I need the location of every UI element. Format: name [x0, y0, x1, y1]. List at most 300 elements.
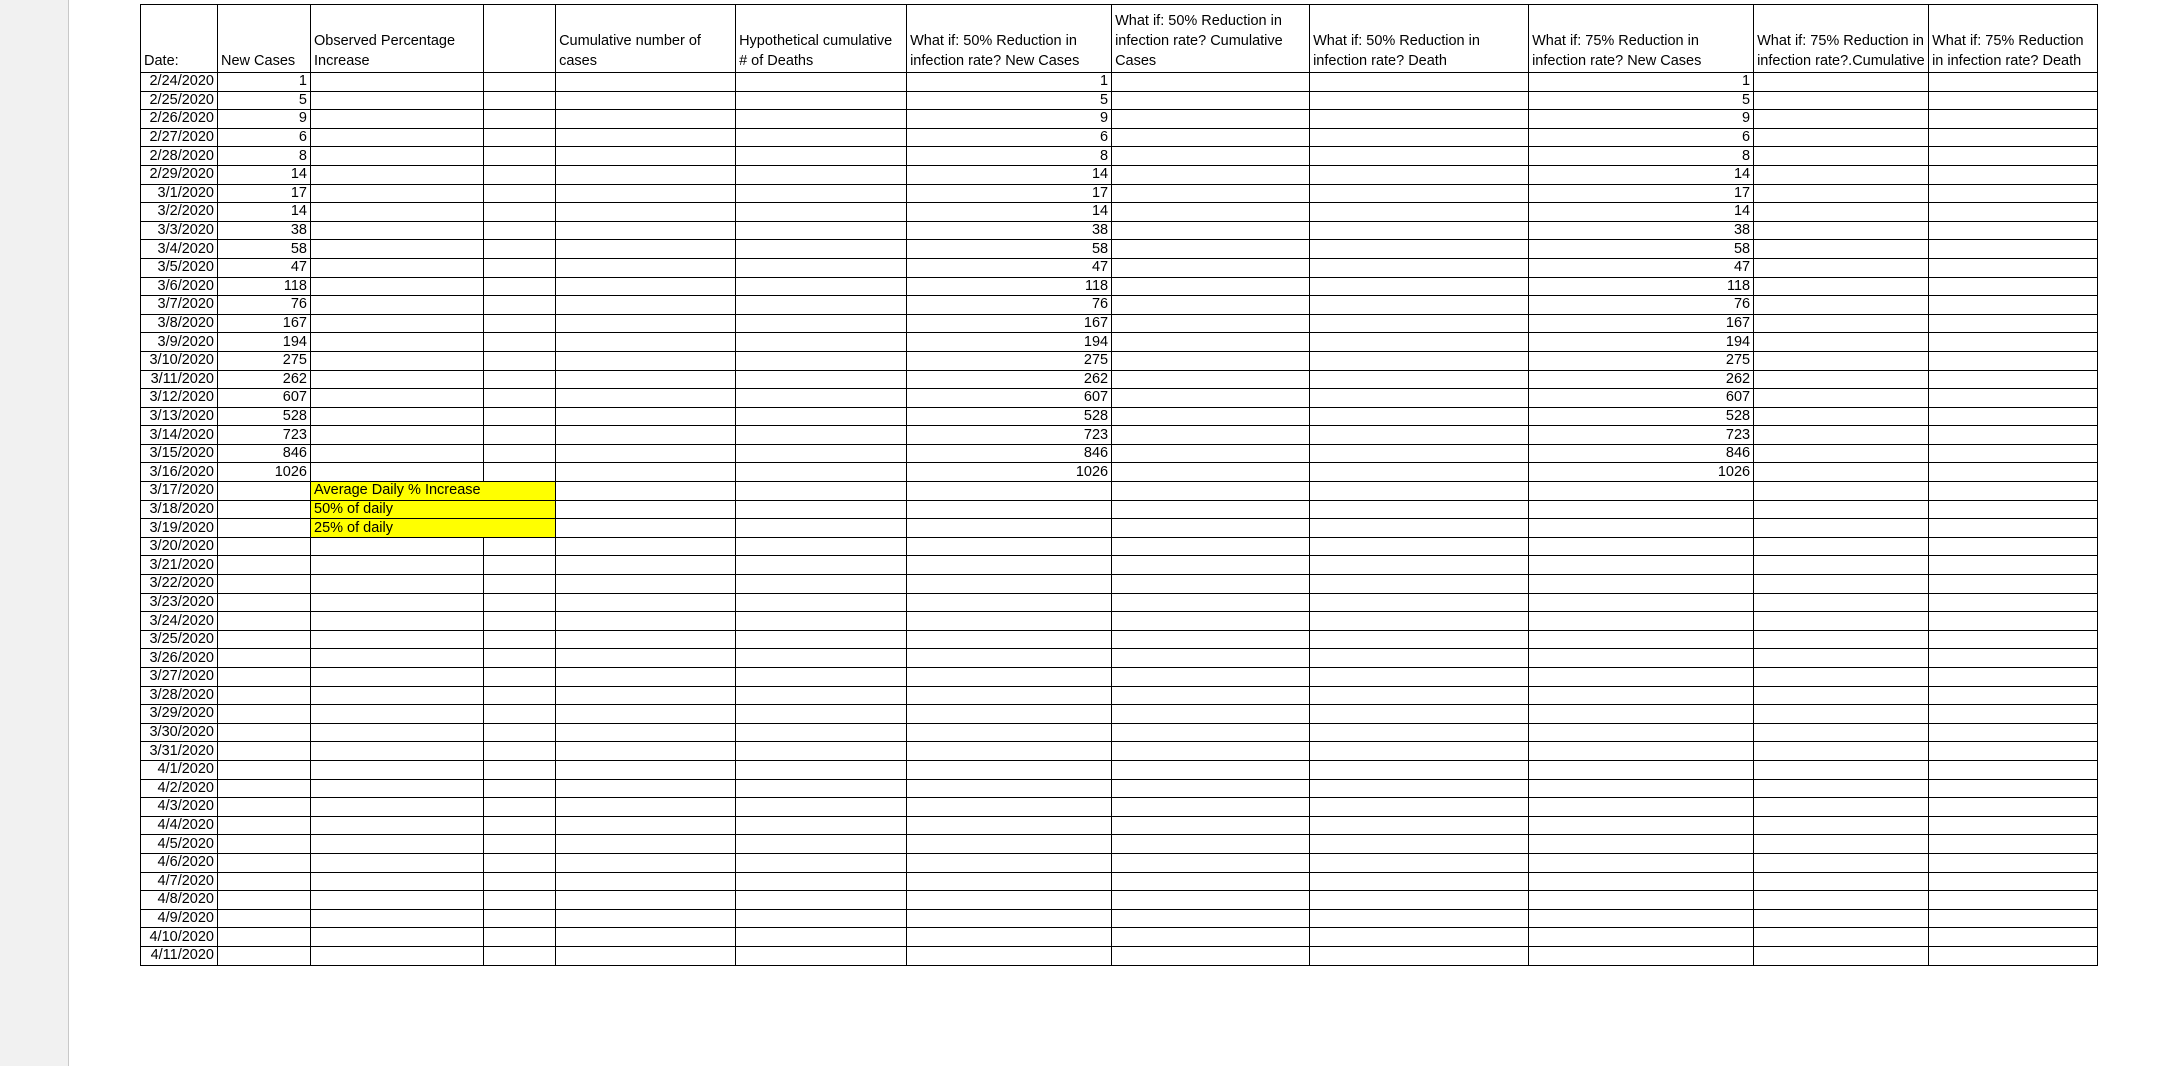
what-if-75-new-cases-cell[interactable]: 167 [1529, 314, 1754, 333]
what-if-50-new-cases-cell[interactable]: 846 [907, 444, 1112, 463]
cell[interactable] [556, 314, 736, 333]
cell[interactable] [1112, 110, 1310, 129]
new-cases-cell[interactable]: 17 [218, 184, 311, 203]
cell[interactable] [1754, 891, 1929, 910]
cell[interactable] [1754, 463, 1929, 482]
cell[interactable] [736, 221, 907, 240]
cell[interactable] [484, 891, 556, 910]
cell[interactable] [484, 91, 556, 110]
what-if-50-new-cases-cell[interactable]: 1 [907, 73, 1112, 92]
cell[interactable] [311, 835, 484, 854]
cell[interactable] [736, 575, 907, 594]
cell[interactable] [907, 649, 1112, 668]
note-cell[interactable]: 50% of daily [311, 500, 484, 519]
cell[interactable] [1929, 519, 2098, 538]
cell[interactable] [556, 482, 736, 501]
cell[interactable] [1754, 853, 1929, 872]
date-cell[interactable]: 2/27/2020 [141, 128, 218, 147]
cell[interactable] [1529, 798, 1754, 817]
cell[interactable] [311, 240, 484, 259]
cell[interactable] [1112, 816, 1310, 835]
cell[interactable] [484, 612, 556, 631]
cell[interactable] [1754, 277, 1929, 296]
cell[interactable] [556, 742, 736, 761]
cell[interactable] [311, 147, 484, 166]
cell[interactable] [484, 593, 556, 612]
cell[interactable] [1929, 760, 2098, 779]
what-if-75-new-cases-cell[interactable]: 76 [1529, 296, 1754, 315]
cell[interactable] [218, 519, 311, 538]
cell[interactable] [1310, 389, 1529, 408]
cell[interactable] [1310, 760, 1529, 779]
cell[interactable] [556, 723, 736, 742]
date-cell[interactable]: 3/4/2020 [141, 240, 218, 259]
cell[interactable] [907, 593, 1112, 612]
what-if-75-new-cases-cell[interactable]: 194 [1529, 333, 1754, 352]
cell[interactable] [556, 928, 736, 947]
cell[interactable] [556, 668, 736, 687]
cell[interactable] [1529, 853, 1754, 872]
cell[interactable] [1112, 240, 1310, 259]
cell[interactable] [1529, 760, 1754, 779]
new-cases-cell[interactable]: 6 [218, 128, 311, 147]
cell[interactable] [556, 612, 736, 631]
cell[interactable] [311, 203, 484, 222]
cell[interactable] [1529, 686, 1754, 705]
cell[interactable] [1310, 723, 1529, 742]
cell[interactable] [484, 668, 556, 687]
cell[interactable] [1529, 575, 1754, 594]
cell[interactable] [736, 835, 907, 854]
date-cell[interactable]: 3/13/2020 [141, 407, 218, 426]
cell[interactable] [1929, 240, 2098, 259]
cell[interactable] [736, 649, 907, 668]
cell[interactable] [311, 575, 484, 594]
cell[interactable] [311, 668, 484, 687]
cell[interactable] [484, 314, 556, 333]
cell[interactable] [556, 296, 736, 315]
cell[interactable] [1929, 258, 2098, 277]
note-cell[interactable]: Average Daily % Increase [311, 482, 484, 501]
cell[interactable] [311, 742, 484, 761]
cell[interactable] [736, 928, 907, 947]
cell[interactable] [1112, 258, 1310, 277]
cell[interactable] [736, 407, 907, 426]
what-if-50-new-cases-cell[interactable]: 5 [907, 91, 1112, 110]
column-header[interactable]: What if: 50% Reduction in infection rate? Cumulative Cases [1112, 5, 1310, 73]
cell[interactable] [736, 798, 907, 817]
cell[interactable] [1529, 612, 1754, 631]
date-cell[interactable]: 3/14/2020 [141, 426, 218, 445]
what-if-50-new-cases-cell[interactable]: 275 [907, 351, 1112, 370]
cell[interactable] [484, 798, 556, 817]
cell[interactable] [1754, 798, 1929, 817]
cell[interactable] [1310, 463, 1529, 482]
cell[interactable] [311, 351, 484, 370]
cell[interactable] [1310, 314, 1529, 333]
date-cell[interactable]: 3/23/2020 [141, 593, 218, 612]
cell[interactable] [1754, 779, 1929, 798]
cell[interactable] [1529, 723, 1754, 742]
new-cases-cell[interactable]: 167 [218, 314, 311, 333]
cell[interactable] [1929, 500, 2098, 519]
date-cell[interactable]: 3/28/2020 [141, 686, 218, 705]
cell[interactable] [736, 779, 907, 798]
date-cell[interactable]: 4/1/2020 [141, 760, 218, 779]
cell[interactable] [1929, 184, 2098, 203]
cell[interactable] [311, 798, 484, 817]
cell[interactable] [1112, 389, 1310, 408]
cell[interactable] [1310, 258, 1529, 277]
date-cell[interactable]: 3/19/2020 [141, 519, 218, 538]
what-if-75-new-cases-cell[interactable]: 9 [1529, 110, 1754, 129]
what-if-75-new-cases-cell[interactable]: 262 [1529, 370, 1754, 389]
cell[interactable] [1929, 351, 2098, 370]
cell[interactable] [907, 742, 1112, 761]
cell[interactable] [311, 426, 484, 445]
date-cell[interactable]: 3/21/2020 [141, 556, 218, 575]
cell[interactable] [311, 165, 484, 184]
cell[interactable] [484, 649, 556, 668]
cell[interactable] [1929, 723, 2098, 742]
cell[interactable] [556, 73, 736, 92]
cell[interactable] [1310, 537, 1529, 556]
cell[interactable] [1310, 407, 1529, 426]
cell[interactable] [1529, 946, 1754, 965]
cell[interactable] [1929, 203, 2098, 222]
date-cell[interactable]: 2/25/2020 [141, 91, 218, 110]
new-cases-cell[interactable]: 275 [218, 351, 311, 370]
cell[interactable] [1310, 816, 1529, 835]
cell[interactable] [1112, 798, 1310, 817]
cell[interactable] [1112, 184, 1310, 203]
cell[interactable] [1754, 296, 1929, 315]
what-if-50-new-cases-cell[interactable]: 14 [907, 203, 1112, 222]
cell[interactable] [1929, 296, 2098, 315]
what-if-75-new-cases-cell[interactable]: 607 [1529, 389, 1754, 408]
cell[interactable] [736, 593, 907, 612]
cell[interactable] [1929, 314, 2098, 333]
cell[interactable] [1754, 73, 1929, 92]
cell[interactable] [736, 668, 907, 687]
cell[interactable] [1112, 872, 1310, 891]
cell[interactable] [484, 928, 556, 947]
cell[interactable] [311, 686, 484, 705]
cell[interactable] [311, 73, 484, 92]
cell[interactable] [1310, 946, 1529, 965]
cell[interactable] [556, 835, 736, 854]
cell[interactable] [311, 110, 484, 129]
cell[interactable] [556, 593, 736, 612]
cell[interactable] [311, 296, 484, 315]
cell[interactable] [907, 816, 1112, 835]
cell[interactable] [1754, 203, 1929, 222]
cell[interactable] [1112, 853, 1310, 872]
cell[interactable] [556, 946, 736, 965]
cell[interactable] [556, 258, 736, 277]
cell[interactable] [736, 389, 907, 408]
cell[interactable] [1754, 221, 1929, 240]
date-cell[interactable]: 3/1/2020 [141, 184, 218, 203]
cell[interactable] [1112, 519, 1310, 538]
cell[interactable] [1929, 686, 2098, 705]
cell[interactable] [484, 500, 556, 519]
cell[interactable] [1754, 351, 1929, 370]
cell[interactable] [1310, 500, 1529, 519]
cell[interactable] [218, 835, 311, 854]
cell[interactable] [311, 221, 484, 240]
cell[interactable] [218, 798, 311, 817]
cell[interactable] [736, 537, 907, 556]
cell[interactable] [1929, 779, 2098, 798]
cell[interactable] [311, 816, 484, 835]
cell[interactable] [556, 165, 736, 184]
cell[interactable] [311, 407, 484, 426]
cell[interactable] [1929, 128, 2098, 147]
cell[interactable] [1754, 723, 1929, 742]
date-cell[interactable]: 4/8/2020 [141, 891, 218, 910]
cell[interactable] [736, 426, 907, 445]
cell[interactable] [484, 630, 556, 649]
cell[interactable] [1754, 500, 1929, 519]
date-cell[interactable]: 3/5/2020 [141, 258, 218, 277]
cell[interactable] [736, 203, 907, 222]
cell[interactable] [556, 407, 736, 426]
cell[interactable] [484, 165, 556, 184]
cell[interactable] [736, 686, 907, 705]
cell[interactable] [1112, 370, 1310, 389]
date-cell[interactable]: 2/24/2020 [141, 73, 218, 92]
date-cell[interactable]: 3/2/2020 [141, 203, 218, 222]
cell[interactable] [736, 500, 907, 519]
date-cell[interactable]: 3/17/2020 [141, 482, 218, 501]
cell[interactable] [1929, 593, 2098, 612]
cell[interactable] [736, 165, 907, 184]
what-if-75-new-cases-cell[interactable]: 14 [1529, 203, 1754, 222]
cell[interactable] [556, 110, 736, 129]
date-cell[interactable]: 2/29/2020 [141, 165, 218, 184]
cell[interactable] [736, 128, 907, 147]
cell[interactable] [1310, 482, 1529, 501]
new-cases-cell[interactable]: 118 [218, 277, 311, 296]
cell[interactable] [484, 463, 556, 482]
cell[interactable] [1929, 556, 2098, 575]
cell[interactable] [736, 147, 907, 166]
date-cell[interactable]: 3/30/2020 [141, 723, 218, 742]
cell[interactable] [1112, 91, 1310, 110]
cell[interactable] [311, 444, 484, 463]
what-if-50-new-cases-cell[interactable]: 6 [907, 128, 1112, 147]
cell[interactable] [736, 742, 907, 761]
cell[interactable] [1754, 575, 1929, 594]
cell[interactable] [218, 482, 311, 501]
cell[interactable] [1112, 760, 1310, 779]
cell[interactable] [1929, 165, 2098, 184]
cell[interactable] [1754, 537, 1929, 556]
column-header[interactable]: What if: 75% Reduction in infection rate? New Cases [1529, 5, 1754, 73]
cell[interactable] [484, 946, 556, 965]
cell[interactable] [484, 333, 556, 352]
cell[interactable] [1112, 444, 1310, 463]
cell[interactable] [218, 872, 311, 891]
cell[interactable] [1310, 277, 1529, 296]
what-if-75-new-cases-cell[interactable]: 1026 [1529, 463, 1754, 482]
what-if-75-new-cases-cell[interactable]: 846 [1529, 444, 1754, 463]
cell[interactable] [1529, 593, 1754, 612]
cell[interactable] [556, 370, 736, 389]
date-cell[interactable]: 3/24/2020 [141, 612, 218, 631]
new-cases-cell[interactable]: 14 [218, 165, 311, 184]
cell[interactable] [311, 909, 484, 928]
what-if-50-new-cases-cell[interactable]: 9 [907, 110, 1112, 129]
cell[interactable] [736, 314, 907, 333]
cell[interactable] [1754, 612, 1929, 631]
cell[interactable] [1310, 649, 1529, 668]
date-cell[interactable]: 3/27/2020 [141, 668, 218, 687]
cell[interactable] [1754, 630, 1929, 649]
cell[interactable] [1529, 891, 1754, 910]
cell[interactable] [484, 258, 556, 277]
cell[interactable] [1529, 742, 1754, 761]
cell[interactable] [1310, 872, 1529, 891]
what-if-75-new-cases-cell[interactable]: 8 [1529, 147, 1754, 166]
column-header[interactable]: New Cases [218, 5, 311, 73]
cell[interactable] [218, 816, 311, 835]
cell[interactable] [1754, 760, 1929, 779]
date-cell[interactable]: 3/12/2020 [141, 389, 218, 408]
cell[interactable] [556, 575, 736, 594]
cell[interactable] [1529, 649, 1754, 668]
cell[interactable] [907, 946, 1112, 965]
cell[interactable] [311, 705, 484, 724]
date-cell[interactable]: 4/7/2020 [141, 872, 218, 891]
cell[interactable] [1529, 668, 1754, 687]
cell[interactable] [556, 389, 736, 408]
cell[interactable] [1754, 816, 1929, 835]
cell[interactable] [484, 296, 556, 315]
cell[interactable] [556, 798, 736, 817]
cell[interactable] [736, 853, 907, 872]
what-if-75-new-cases-cell[interactable]: 723 [1529, 426, 1754, 445]
cell[interactable] [736, 240, 907, 259]
cell[interactable] [1929, 668, 2098, 687]
cell[interactable] [1310, 779, 1529, 798]
cell[interactable] [311, 463, 484, 482]
cell[interactable] [1310, 705, 1529, 724]
cell[interactable] [484, 686, 556, 705]
cell[interactable] [1112, 612, 1310, 631]
cell[interactable] [1112, 909, 1310, 928]
cell[interactable] [1529, 909, 1754, 928]
what-if-50-new-cases-cell[interactable]: 167 [907, 314, 1112, 333]
cell[interactable] [556, 630, 736, 649]
cell[interactable] [484, 760, 556, 779]
cell[interactable] [311, 630, 484, 649]
cell[interactable] [484, 128, 556, 147]
cell[interactable] [1310, 426, 1529, 445]
cell[interactable] [484, 556, 556, 575]
what-if-50-new-cases-cell[interactable]: 607 [907, 389, 1112, 408]
what-if-75-new-cases-cell[interactable]: 38 [1529, 221, 1754, 240]
cell[interactable] [311, 258, 484, 277]
cell[interactable] [1929, 630, 2098, 649]
cell[interactable] [907, 872, 1112, 891]
cell[interactable] [311, 723, 484, 742]
cell[interactable] [1754, 314, 1929, 333]
what-if-75-new-cases-cell[interactable]: 47 [1529, 258, 1754, 277]
cell[interactable] [1754, 389, 1929, 408]
what-if-75-new-cases-cell[interactable]: 6 [1529, 128, 1754, 147]
cell[interactable] [1754, 686, 1929, 705]
cell[interactable] [736, 519, 907, 538]
cell[interactable] [1310, 128, 1529, 147]
cell[interactable] [736, 333, 907, 352]
cell[interactable] [1112, 742, 1310, 761]
what-if-50-new-cases-cell[interactable]: 17 [907, 184, 1112, 203]
cell[interactable] [311, 891, 484, 910]
cell[interactable] [556, 556, 736, 575]
cell[interactable] [311, 91, 484, 110]
cell[interactable] [907, 630, 1112, 649]
cell[interactable] [556, 203, 736, 222]
cell[interactable] [556, 184, 736, 203]
cell[interactable] [907, 723, 1112, 742]
date-cell[interactable]: 3/18/2020 [141, 500, 218, 519]
what-if-50-new-cases-cell[interactable]: 194 [907, 333, 1112, 352]
cell[interactable] [556, 909, 736, 928]
new-cases-cell[interactable]: 194 [218, 333, 311, 352]
cell[interactable] [1310, 575, 1529, 594]
cell[interactable] [556, 351, 736, 370]
column-header[interactable]: Date: [141, 5, 218, 73]
cell[interactable] [1112, 351, 1310, 370]
cell[interactable] [1754, 593, 1929, 612]
cell[interactable] [1112, 705, 1310, 724]
cell[interactable] [311, 537, 484, 556]
cell[interactable] [556, 444, 736, 463]
cell[interactable] [218, 686, 311, 705]
cell[interactable] [1310, 240, 1529, 259]
date-cell[interactable]: 3/20/2020 [141, 537, 218, 556]
cell[interactable] [311, 314, 484, 333]
cell[interactable] [1754, 444, 1929, 463]
cell[interactable] [556, 91, 736, 110]
cell[interactable] [1754, 519, 1929, 538]
cell[interactable] [218, 630, 311, 649]
cell[interactable] [484, 351, 556, 370]
cell[interactable] [1310, 593, 1529, 612]
date-cell[interactable]: 3/3/2020 [141, 221, 218, 240]
cell[interactable] [907, 909, 1112, 928]
cell[interactable] [1112, 407, 1310, 426]
cell[interactable] [311, 928, 484, 947]
cell[interactable] [1310, 612, 1529, 631]
cell[interactable] [1529, 705, 1754, 724]
cell[interactable] [1310, 742, 1529, 761]
cell[interactable] [1112, 277, 1310, 296]
column-header[interactable]: What if: 75% Reduction in infection rate? Death [1929, 5, 2098, 73]
cell[interactable] [736, 482, 907, 501]
cell[interactable] [1929, 333, 2098, 352]
cell[interactable] [1929, 798, 2098, 817]
column-header[interactable] [484, 5, 556, 73]
date-cell[interactable]: 4/3/2020 [141, 798, 218, 817]
what-if-50-new-cases-cell[interactable]: 47 [907, 258, 1112, 277]
cell[interactable] [556, 760, 736, 779]
cell[interactable] [484, 723, 556, 742]
cell[interactable] [1310, 444, 1529, 463]
cell[interactable] [311, 277, 484, 296]
